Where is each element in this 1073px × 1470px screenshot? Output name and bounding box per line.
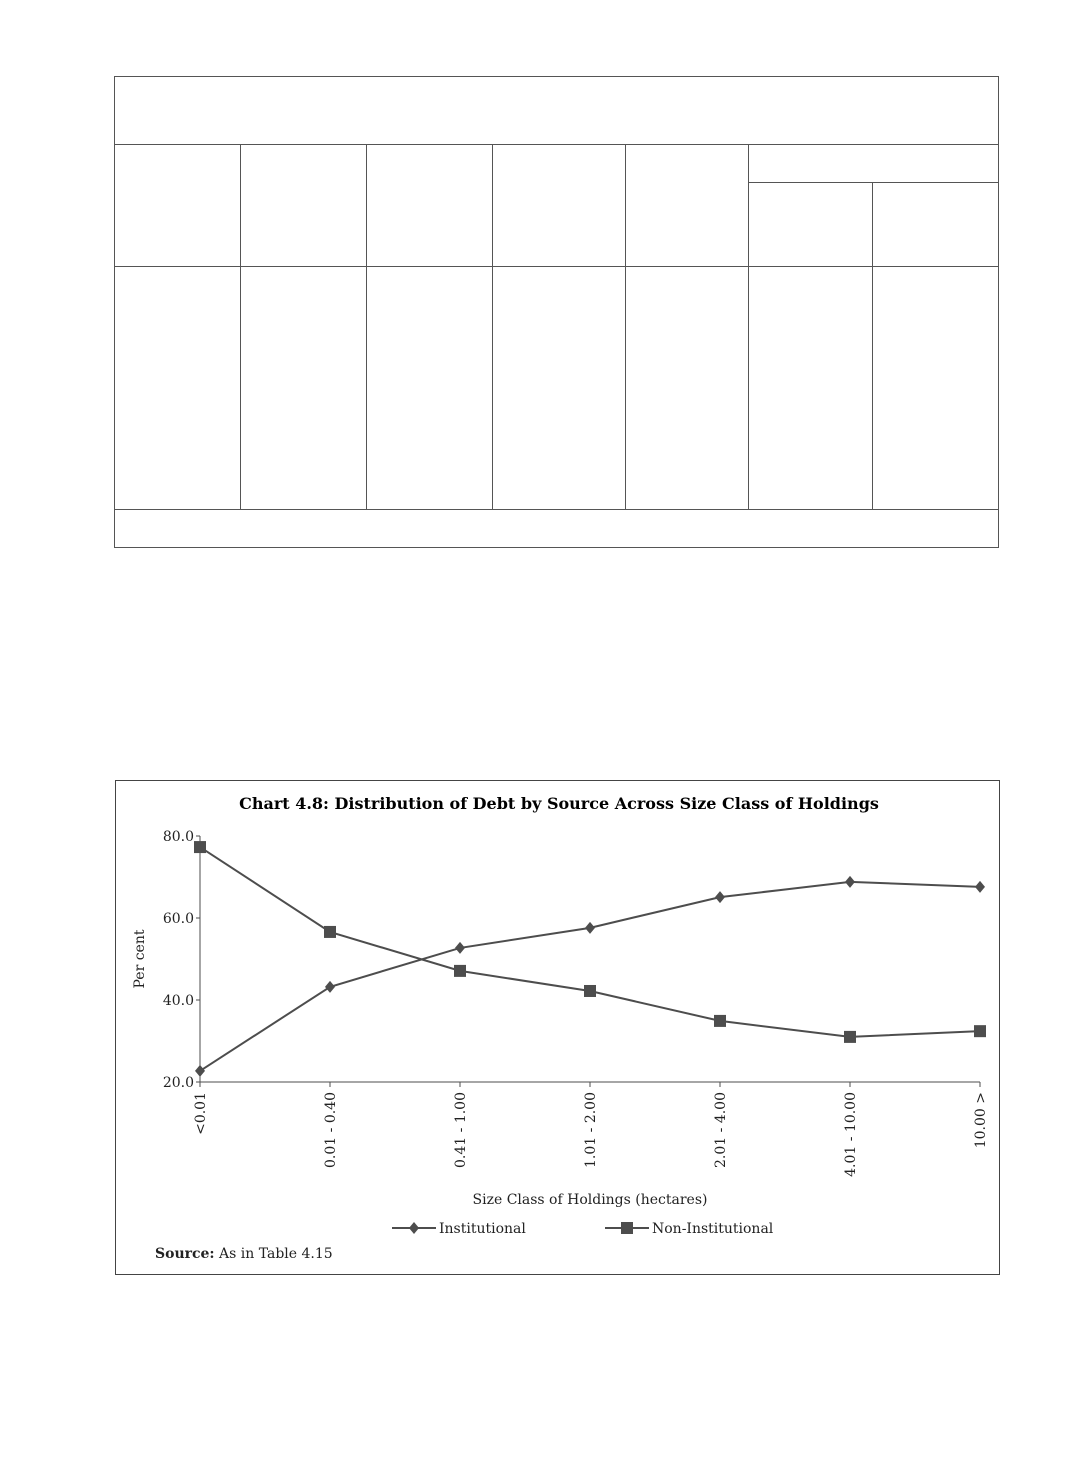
x-axis-label: Size Class of Holdings (hectares) bbox=[472, 1192, 708, 1208]
legend-label: Institutional bbox=[439, 1221, 526, 1237]
x-tick-label: 0.41 - 1.00 bbox=[453, 1092, 469, 1168]
data-point-institutional bbox=[975, 881, 985, 893]
data-point-non-institutional bbox=[974, 1025, 986, 1037]
legend-label: Non-Institutional bbox=[652, 1221, 774, 1237]
x-tick-label: <0.01 bbox=[193, 1092, 209, 1135]
x-tick-label: 2.01 - 4.00 bbox=[713, 1092, 729, 1168]
chart-title: Chart 4.8: Distribution of Debt by Source Across Size Class of Holdings bbox=[239, 794, 879, 813]
series-line-non-institutional bbox=[200, 847, 980, 1037]
y-axis-label: Per cent bbox=[132, 929, 148, 989]
x-tick-label: 10.00 > bbox=[973, 1092, 989, 1149]
data-point-non-institutional bbox=[714, 1015, 726, 1027]
data-point-non-institutional bbox=[454, 965, 466, 977]
data-point-non-institutional bbox=[584, 985, 596, 997]
source-label: Source: bbox=[155, 1246, 215, 1262]
legend-marker bbox=[409, 1222, 419, 1234]
data-point-institutional bbox=[715, 891, 725, 903]
data-point-non-institutional bbox=[194, 841, 206, 853]
legend-marker bbox=[621, 1222, 633, 1234]
y-tick-label: 20.0 bbox=[162, 1075, 194, 1091]
data-point-non-institutional bbox=[324, 926, 336, 938]
data-point-institutional bbox=[845, 876, 855, 888]
source-note bbox=[155, 1246, 333, 1262]
data-point-institutional bbox=[455, 942, 465, 954]
y-tick-label: 40.0 bbox=[162, 993, 194, 1009]
data-point-non-institutional bbox=[844, 1031, 856, 1043]
data-point-institutional bbox=[195, 1065, 205, 1077]
x-tick-label: 0.01 - 0.40 bbox=[323, 1092, 339, 1168]
x-tick-label: 1.01 - 2.00 bbox=[583, 1092, 599, 1168]
data-point-institutional bbox=[585, 922, 595, 934]
source-text: As in Table 4.15 bbox=[214, 1246, 333, 1262]
y-tick-label: 60.0 bbox=[162, 911, 194, 927]
series-line-institutional bbox=[200, 882, 980, 1071]
y-tick-label: 80.0 bbox=[162, 829, 194, 845]
data-point-institutional bbox=[325, 981, 335, 993]
x-tick-label: 4.01 - 10.00 bbox=[843, 1092, 859, 1177]
